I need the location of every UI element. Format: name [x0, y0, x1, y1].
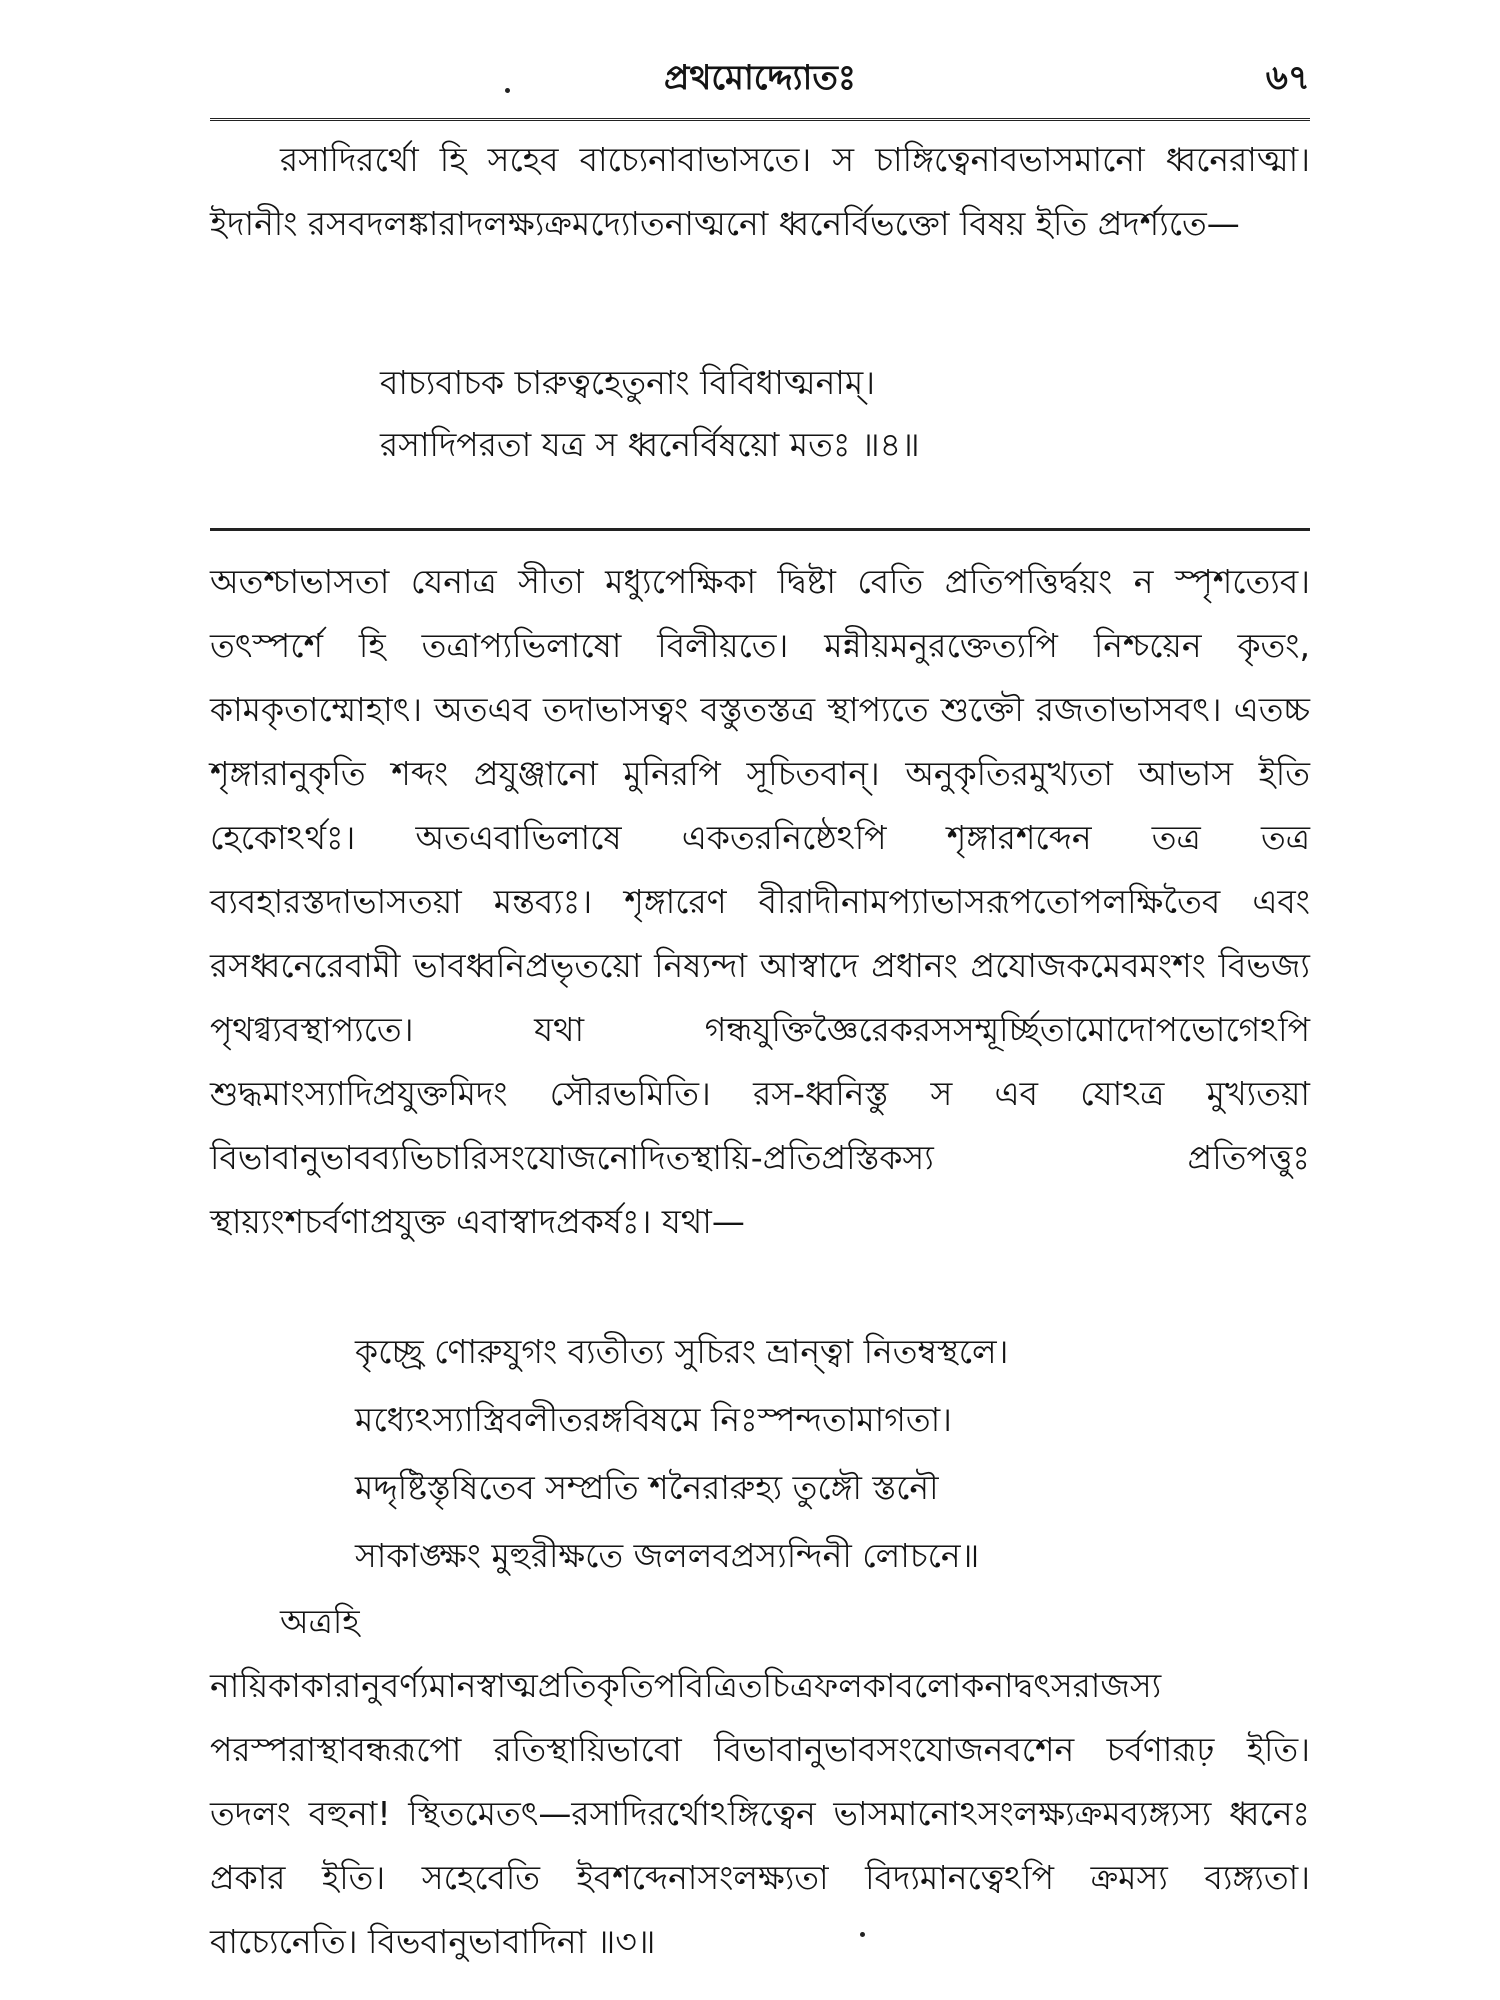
final-paragraph: অত্রহি নায়িকাকারানুবর্ণ্যমানস্বাত্মপ্রতিকৃতিপবিত্রিতচিত্রফলকাবলোকনাদ্বৎসরাজস্য পরস্পরাস্থাবন্ধরূপো রতিস্থায়িভাবো বিভাবানুভাবসংযোজনবশেন চর্বণারূঢ় ইতি। তদলং বহুনা! স্থিতমেতৎ—রসাদিরর্থোঽঙ্গিত্বেন ভাসমানোঽসংলক্ষ্যক্রমব্যঙ্গ্যস্য ধ্বনেঃ প্রকার ইতি। সহেবেতি ইবশব্দেনাসংলক্ষ্যতা বিদ্যমানত্বেঽপি ক্রমস্য ব্যঙ্গ্যতা। বাচ্যেনেতি। বিভবানুভাবাদিনা ॥৩॥	[210, 1602, 1310, 1961]
karika-line-1: বাচ্যবাচক চারুত্বহেতুনাং বিবিধাত্মনাম্।	[380, 363, 875, 402]
header-rule	[210, 118, 1310, 121]
print-speck	[860, 1932, 865, 1937]
verse-line-4: সাকাঙ্ক্ষং মুহুরীক্ষতে জললবপ্রস্যন্দিনী লোচনে॥	[355, 1536, 980, 1575]
verse-line-1: কৃচ্ছ্রে ণোরুযুগং ব্যতীত্য সুচিরং ভ্রান্ত্বা নিতম্বস্থলে।	[355, 1332, 1009, 1371]
commentary-block	[210, 550, 1310, 1254]
top-paragraph: রসাদিরর্থো হি সহেব বাচ্যেনাবাভাসতে। স চাঙ্গিত্বেনাবভাসমানো ধ্বনেরাত্মা। ইদানীং রসবদলঙ্কারাদলক্ষ্যক্রমদ্যোতনাত্মনো ধ্বনের্বিভক্তো বিষয় ইতি প্রদর্শ্যতে—	[210, 140, 1310, 243]
section-divider	[210, 528, 1310, 531]
print-speck	[505, 88, 510, 93]
final-paragraph-block	[210, 1590, 1310, 1974]
quoted-verse	[355, 1318, 1305, 1590]
page-header	[210, 52, 1310, 106]
verse-line-3: মদ্দৃষ্টিস্তৃষিতেব সম্প্রতি শনৈরারুহ্য তুঙ্গৌ স্তনৌ	[355, 1468, 939, 1507]
commentary-paragraph: অতশ্চাভাসতা যেনাত্র সীতা মধ্যুপেক্ষিকা দ্বিষ্টা বেতি প্রতিপত্তির্দ্বয়ং ন স্পৃশত্যেব। তৎস্পর্শে হি তত্রাপ্যভিলাষো বিলীয়তে। মন্নীয়মনুরক্তেত্যপি নিশ্চয়েন কৃতং, কামকৃতাম্মোহাৎ। অতএব তদাভাসত্বং বস্তুতস্তত্র স্থাপ্যতে শুক্তৌ রজতাভাসবৎ। এতচ্চ শৃঙ্গারানুকৃতি শব্দং প্রযুঞ্জানো মুনিরপি সূচিতবান্। অনুকৃতিরমুখ্যতা আভাস ইতি হেকোঽর্থঃ। অতএবাভিলাষে একতরনিষ্ঠেঽপি শৃঙ্গারশব্দেন তত্র তত্র ব্যবহারস্তদাভাসতয়া মন্তব্যঃ। শৃঙ্গারেণ বীরাদীনামপ্যাভাসরূপতোপলক্ষিতৈব এবং রসধ্বনেরেবামী ভাবধ্বনিপ্রভৃতয়ো নিষ্যন্দা আস্বাদে প্রধানং প্রযোজকমেবমংশং বিভজ্য পৃথগ্ব্যবস্থাপ্যতে। যথা গন্ধযুক্তিজ্ঞৈরেকরসসম্মূর্চ্ছিতামোদোপভোগেঽপি শুদ্ধমাংস্যাদিপ্রযুক্তমিদং সৌরভমিতি। রস-ধ্বনিস্তু স এব যোঽত্র মুখ্যতয়া বিভাবানুভাবব্যভিচারিসংযোজনোদিতস্থায়ি-প্রতিপ্রস্তিকস্য প্রতিপত্তুঃ স্থায়্যংশচর্বণাপ্রযুক্ত এবাস্বাদপ্রকর্ষঃ। যথা—	[210, 562, 1310, 1241]
karika-verse	[380, 352, 1280, 476]
running-title: প্রথমোদ্দ্যোতঃ	[664, 58, 856, 98]
page-number: ৬৭	[1265, 58, 1310, 98]
karika-line-2: রসাদিপরতা যত্র স ধ্বনের্বিষয়ো মতঃ ॥৪॥	[380, 425, 920, 464]
verse-line-2: মধ্যেঽস্যাস্ত্রিবলীতরঙ্গবিষমে নিঃস্পন্দতামাগতা।	[355, 1400, 952, 1439]
top-paragraph-block	[210, 128, 1310, 256]
